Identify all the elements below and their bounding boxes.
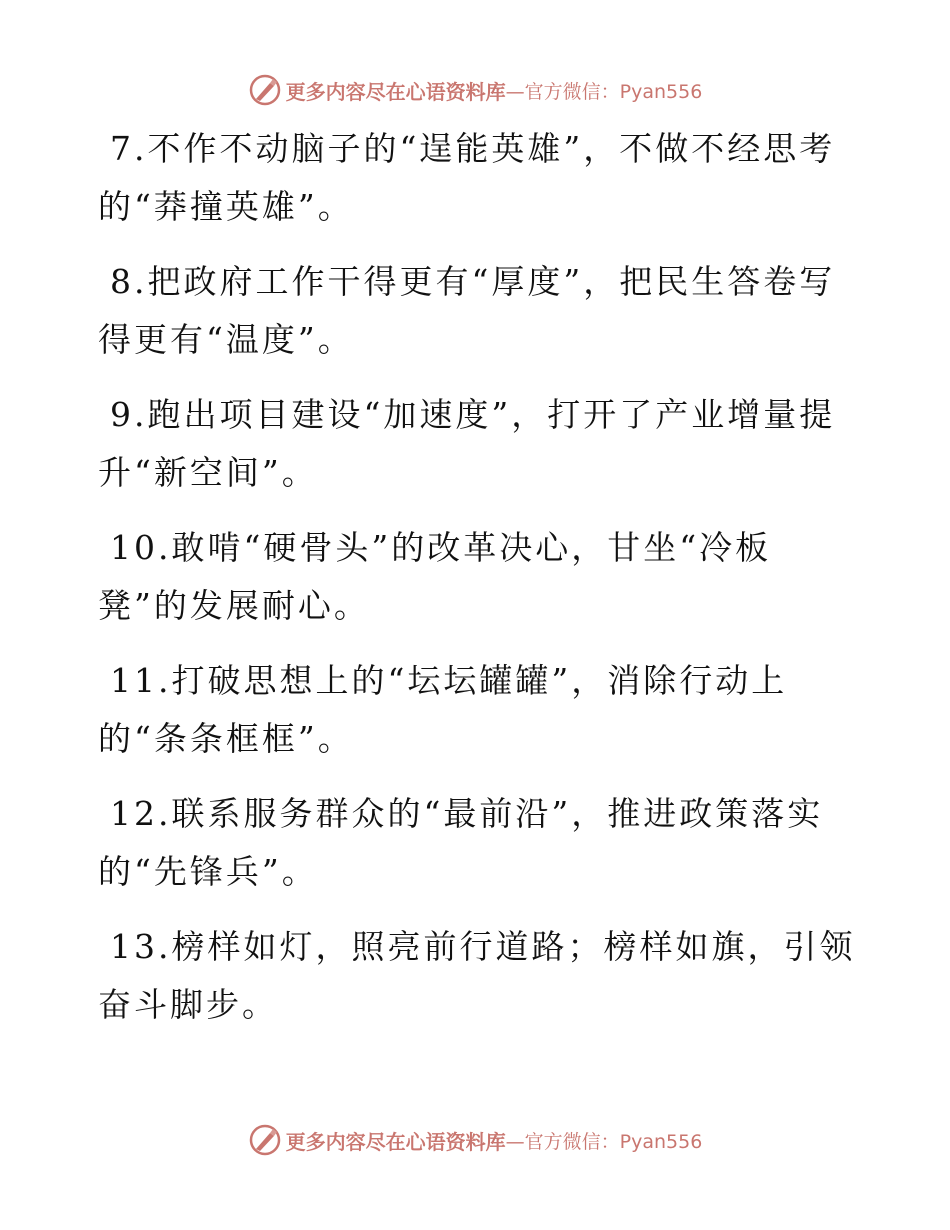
list-item-11: 11.打破思想上的“坛坛罐罐”，消除行动上的“条条框框”。	[98, 661, 788, 758]
list-item-10: 10.敢啃“硬骨头”的改革决心，甘坐“冷板凳”的发展耐心。	[98, 528, 772, 625]
list-item-7: 7.不作不动脑子的“逞能英雄”，不做不经思考的“莽撞英雄”。	[98, 129, 836, 226]
pen-circle-logo-icon	[248, 73, 282, 107]
footer-banner-text: 更多内容尽在心语资料库	[285, 1129, 506, 1154]
list-item-8: 8.把政府工作干得更有“厚度”，把民生答卷写得更有“温度”。	[98, 262, 836, 359]
list-item-13: 13.榜样如灯，照亮前行道路；榜样如旗，引领奋斗脚步。	[98, 927, 856, 1024]
footer-banner	[0, 1120, 950, 1160]
header-banner	[0, 70, 950, 110]
document-body	[98, 120, 858, 1051]
header-banner-text: 更多内容尽在心语资料库	[285, 79, 506, 104]
list-item-9: 9.跑出项目建设“加速度”，打开了产业增量提升“新空间”。	[98, 395, 836, 492]
list-item-12: 12.联系服务群众的“最前沿”，推进政策落实的“先锋兵”。	[98, 794, 824, 891]
header-banner-suffix: —官方微信：Pyan556	[505, 80, 703, 103]
footer-banner-suffix: —官方微信：Pyan556	[505, 1130, 703, 1153]
pen-circle-logo-icon	[248, 1123, 282, 1157]
